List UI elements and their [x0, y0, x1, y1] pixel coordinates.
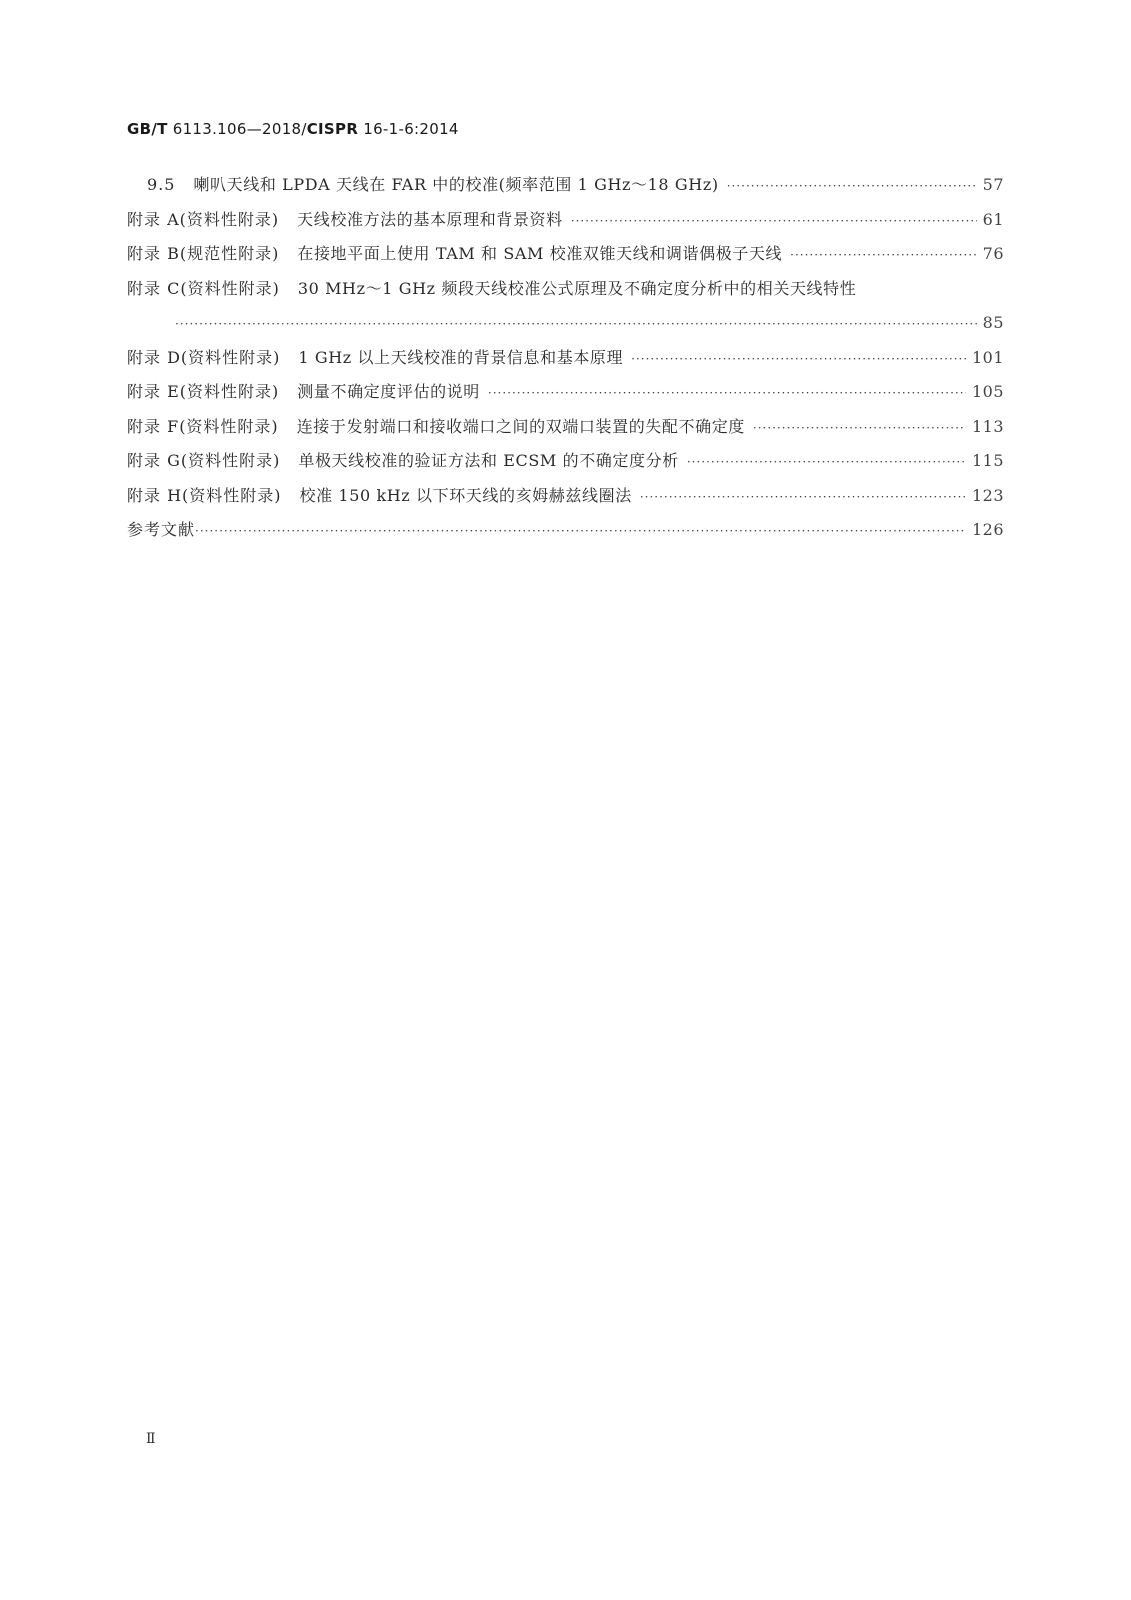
toc-entry-label: 附录 C(资料性附录)	[127, 278, 280, 298]
toc-entry-label: 参考文献	[127, 520, 196, 539]
toc-entry-title: 天线校准方法的基本原理和背景资料	[297, 209, 563, 229]
toc-entry-page: 76	[982, 244, 1004, 263]
header-standard-prefix: GB/T	[127, 120, 168, 138]
toc-entry-annex-b[interactable]	[127, 237, 1004, 272]
toc-entry-page: 123	[971, 485, 1004, 505]
toc-entry-9-5[interactable]	[127, 168, 1004, 203]
toc-entry-label: 附录 H(资料性附录)	[127, 485, 282, 505]
header-standard-number: 6113.106—2018/	[172, 120, 307, 138]
header-cispr-prefix: CISPR	[306, 120, 359, 138]
toc-dot-leader	[640, 480, 966, 515]
toc-entry-title: 校准 150 kHz 以下环天线的亥姆赫兹线圈法	[299, 485, 632, 505]
document-header	[127, 120, 459, 138]
toc-entry-annex-e[interactable]	[127, 375, 1004, 410]
toc-entry-title: 在接地平面上使用 TAM 和 SAM 校准双锥天线和调谐偶极子天线	[297, 244, 783, 263]
toc-entry-annex-c-continuation[interactable]	[127, 306, 1004, 341]
toc-dot-leader	[631, 342, 966, 377]
toc-entry-annex-c[interactable]	[127, 272, 1004, 307]
toc-dot-leader	[571, 204, 977, 239]
toc-entry-page: 126	[971, 520, 1004, 539]
toc-entry-label: 9.5	[147, 175, 176, 194]
toc-entry-annex-d[interactable]	[127, 341, 1004, 376]
table-of-contents	[127, 168, 1004, 548]
toc-entry-title: 1 GHz 以上天线校准的背景信息和基本原理	[298, 347, 624, 367]
toc-entry-title: 30 MHz～1 GHz 频段天线校准公式原理及不确定度分析中的相关天线特性	[297, 278, 857, 298]
toc-entry-page: 57	[982, 175, 1004, 194]
toc-entry-bibliography[interactable]	[127, 513, 1004, 548]
toc-entry-label: 附录 G(资料性附录)	[127, 451, 281, 470]
toc-dot-leader	[753, 411, 966, 446]
toc-entry-annex-f[interactable]	[127, 410, 1004, 445]
page-number-roman: Ⅱ	[146, 1431, 156, 1447]
toc-dot-leader	[790, 238, 977, 273]
toc-entry-page: 85	[982, 313, 1004, 332]
toc-entry-title: 连接于发射端口和接收端口之间的双端口装置的失配不确定度	[296, 416, 745, 436]
toc-entry-label: 附录 D(资料性附录)	[127, 347, 281, 367]
toc-dot-leader	[175, 307, 977, 342]
toc-entry-page: 101	[971, 347, 1004, 367]
toc-entry-title: 喇叭天线和 LPDA 天线在 FAR 中的校准(频率范围 1 GHz～18 GHz)	[193, 175, 719, 194]
toc-dot-leader	[687, 445, 966, 480]
toc-entry-label: 附录 F(资料性附录)	[127, 416, 279, 436]
toc-entry-page: 113	[971, 416, 1004, 436]
toc-entry-page: 115	[971, 451, 1004, 470]
toc-entry-label: 附录 B(规范性附录)	[127, 244, 280, 263]
header-cispr-number: 16-1-6:2014	[363, 120, 459, 138]
toc-entry-title: 测量不确定度评估的说明	[297, 382, 480, 401]
toc-dot-leader	[488, 376, 966, 411]
toc-entry-page: 61	[982, 209, 1004, 229]
toc-entry-annex-a[interactable]	[127, 203, 1004, 238]
toc-entry-annex-g[interactable]	[127, 444, 1004, 479]
toc-dot-leader	[727, 169, 977, 204]
toc-entry-label: 附录 A(资料性附录)	[127, 209, 280, 229]
toc-entry-page: 105	[971, 382, 1004, 401]
toc-dot-leader	[195, 514, 966, 549]
toc-entry-annex-h[interactable]	[127, 479, 1004, 514]
toc-entry-title: 单极天线校准的验证方法和 ECSM 的不确定度分析	[298, 451, 679, 470]
toc-entry-label: 附录 E(资料性附录)	[127, 382, 280, 401]
